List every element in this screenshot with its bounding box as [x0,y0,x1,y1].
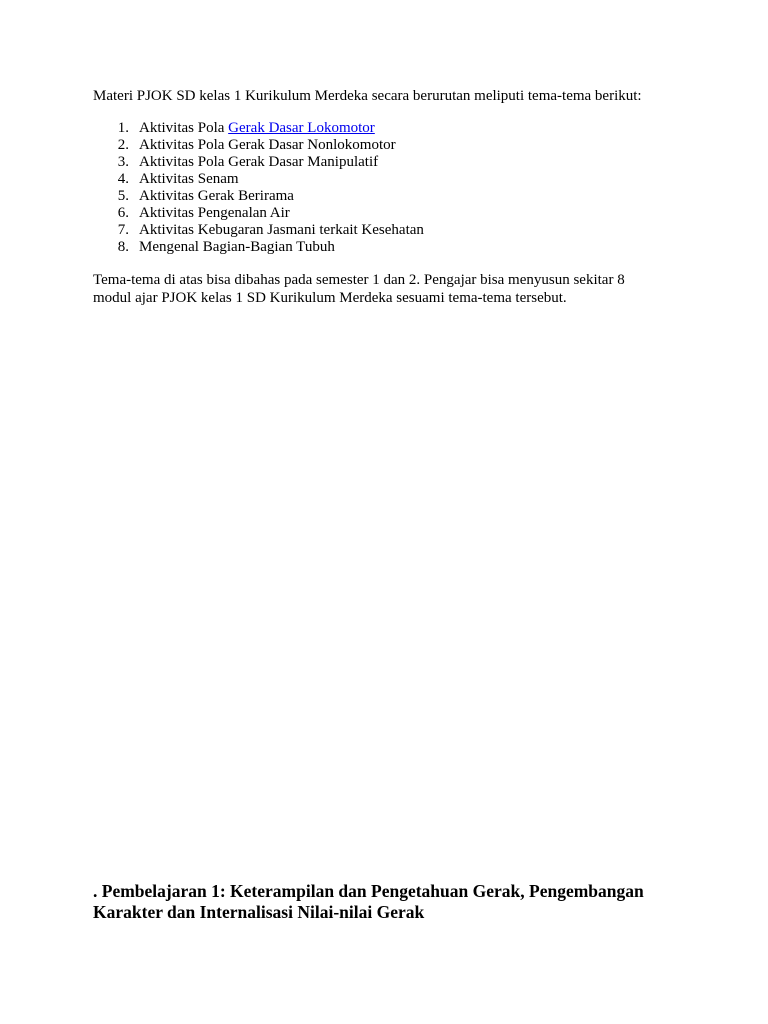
list-item-number: 6. [117,205,129,221]
list-item-number: 3. [117,154,129,170]
list-item-number: 5. [117,188,129,204]
list-item [93,205,424,222]
list-item-text: Aktivitas Kebugaran Jasmani terkait Kesehatan [139,222,424,238]
list-item-number: 4. [117,171,129,187]
list-item-text: Aktivitas Senam [139,171,239,187]
section-heading [93,881,693,923]
list-item-text: Aktivitas Pola [139,120,229,136]
list-item [93,137,424,154]
list-item [93,222,424,239]
list-item-number: 2. [117,137,129,153]
list-item-text: Aktivitas Pola Gerak Dasar Manipulatif [139,154,379,170]
topic-list [93,120,424,256]
list-item [93,120,424,137]
list-item [93,239,424,256]
list-item [93,171,424,188]
closing-line-2: modul ajar PJOK kelas 1 SD Kurikulum Merdeka sesuami tema-tema tersebut. [93,290,567,306]
list-item-number: 7. [117,222,129,238]
section-heading-line-1: . Pembelajaran 1: Keterampilan dan Pengetahuan Gerak, Pengembangan [93,881,644,901]
closing-line-1: Tema-tema di atas bisa dibahas pada semester 1 dan 2. Pengajar bisa menyusun sekitar 8 [93,272,625,288]
list-item-number: 8. [117,239,129,255]
list-item-number: 1. [117,120,129,136]
list-item [93,154,424,171]
list-item-text: Aktivitas Pengenalan Air [139,205,290,221]
gerak-dasar-lokomotor-link[interactable]: Gerak Dasar Lokomotor [228,120,375,136]
section-heading-line-2: Karakter dan Internalisasi Nilai-nilai Gerak [93,902,425,922]
list-item-text: Aktivitas Pola Gerak Dasar Nonlokomotor [139,137,396,153]
list-item-text: Aktivitas Gerak Berirama [139,188,294,204]
list-item [93,188,424,205]
intro-paragraph: Materi PJOK SD kelas 1 Kurikulum Merdeka secara berurutan meliputi tema-tema berikut: [93,88,642,104]
list-item-text: Mengenal Bagian-Bagian Tubuh [139,239,335,255]
closing-paragraph [93,271,673,307]
